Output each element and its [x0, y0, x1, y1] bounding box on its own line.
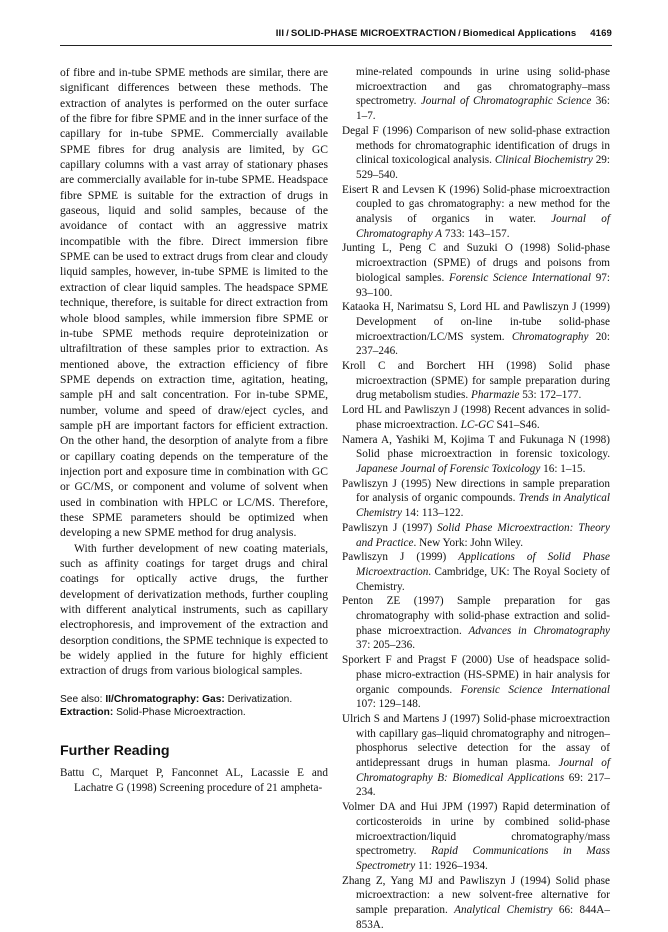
- reference-item: Eisert R and Levsen K (1996) Solid-phase microextraction coupled to gas chromatography: a new method for the analysis of organics in water. Journal of Chromatography A 733: 143–157.: [342, 183, 610, 240]
- journal-title: Journal of Chromatography B: Biomedical Applications: [356, 757, 610, 784]
- see-also-link-1-rest[interactable]: Derivatization.: [227, 693, 293, 705]
- reference-item: Volmer DA and Hui JPM (1997) Rapid determination of corticosteroids in urine by combined solid-phase microextraction/liquid chromatography/mass spectrometry. Rapid Communications in Mass Spectrometry 11: 1926–1934.: [342, 801, 610, 872]
- journal-title: Trends in Analytical Chemistry: [356, 492, 610, 520]
- reference-continuation: mine-related compounds in urine using solid-phase microextraction and gas chromatography–mass spectrometry. Journal of Chromatographic Science 36: 1–7.: [356, 66, 610, 123]
- see-also-link-1[interactable]: II/Chromatography: Gas:: [105, 693, 225, 705]
- reference-item: Pawliszyn J (1995) New directions in sample preparation for analysis of organic compounds. Trends in Analytical Chemistry 14: 113–122.: [342, 477, 610, 520]
- header-rule: [60, 45, 612, 46]
- journal-title: Clinical Biochemistry: [494, 154, 593, 167]
- running-head: III / SOLID-PHASE MICROEXTRACTION / Biomedical Applications 4169: [275, 28, 612, 39]
- right-column: [342, 65, 610, 932]
- see-also-link-2-rest[interactable]: Solid-Phase Microextraction.: [116, 707, 246, 719]
- journal-title: Journal of Chromatography A: [356, 213, 610, 240]
- journal-title: Forensic Science International: [449, 271, 591, 284]
- journal-title: LC-GC: [460, 418, 494, 431]
- left-column: [60, 65, 328, 795]
- reference-item: Pawliszyn J (1997) Solid Phase Microextraction: Theory and Practice. New York: John Wiley.: [342, 521, 610, 549]
- journal-title: Japanese Journal of Forensic Toxicology: [356, 462, 541, 475]
- reference-item: Kroll C and Borchert HH (1998) Solid phase microextraction (SPME) for sample preparation during drug metabolism studies. Pharmazie 53: 172–177.: [342, 360, 610, 402]
- reference-item: Penton ZE (1997) Sample preparation for gas chromatography with solid-phase extraction and solid-phase microextraction. Advances in Chromatography 37: 205–236.: [342, 595, 610, 652]
- journal-title: Rapid Communications in Mass Spectrometry: [356, 845, 610, 872]
- reference-item: Pawliszyn J (1999) Applications of Solid Phase Microextraction. Cambridge, UK: The Royal Society of Chemistry.: [342, 551, 610, 593]
- reference-item: Kataoka H, Narimatsu S, Lord HL and Pawliszyn J (1999) Development of on-line in-tube solid-phase microextraction/LC/MS system. Chromatography 20: 237–246.: [342, 301, 610, 358]
- reference-item: Sporkert F and Pragst F (2000) Use of headspace solid-phase micro-extraction (HS-SPME) in hair analysis for organic compounds. Forensic Science International 107: 129–148.: [342, 654, 610, 711]
- topic-title: SOLID-PHASE MICROEXTRACTION: [290, 28, 457, 39]
- reference-item: Lord HL and Pawliszyn J (1998) Recent advances in solid-phase microextraction. LC-GC S41–S46.: [342, 404, 610, 431]
- see-also-label: See also:: [60, 693, 103, 705]
- journal-title: Solid Phase Microextraction: Theory and Practice: [356, 521, 610, 549]
- further-reading-heading: Further Reading: [60, 742, 170, 759]
- reference-item: Battu C, Marquet P, Fanconnet AL, Lacassie E and Lachatre G (1998) Screening procedure of 21 ampheta-: [60, 766, 328, 794]
- see-also-link-2[interactable]: Extraction:: [60, 707, 114, 719]
- body-paragraph-1: of fibre and in-tube SPME methods are similar, there are significant differences between these methods. The extraction of analytes is performed on the outer surface of the fibre for fibre SPME and in the inner surface of the capillary for in-tube SPME. Commercially available SPME fibres for drug analysis are limited, by GC capillary columns with a vast array of stationary phases are commercially available for in-tube SPME. Headspace fibre SPME is suitable for the extraction of drugs in gaseous, liquid and solid samples, because of the avoidance of contact with an aggressive matrix incompatible with the fibre. Direct immersion fibre SPME can be used to extract drugs from clear and cloudy liquid samples, however, in-tube SPME is limited to the extraction of clear liquid samples. The headspace SPME technique, therefore, is suitable for direct extraction from whole blood samples, while immersion fibre SPME or in-tube SPME methods require deproteinization or ultrafiltration of these samples prior to extraction. As mentioned above, the extraction efficiency of fibre SPME depends on extraction time, agitation, heating, sample pH and salt concentration. For in-tube SPME, number, volume and speed of draw/eject cycles, and sample pH are important factors for efficient extraction. On the other hand, the desorption of analyte from a fibre or capillary coating depends on the temperature of the injection port and exposure time in combination with GC or GC/MS, or component and volume of solvent when used in combination with HPLC or LC/MS. Therefore, these SPME parameters should be optimized when developing a new SPME method for drug analysis.: [60, 66, 328, 540]
- see-also: [60, 693, 328, 720]
- reference-item: Degal F (1996) Comparison of new solid-phase extraction methods for chromatographic identification of drugs in clinical toxicological analysis. Clinical Biochemistry 29: 529–540.: [342, 124, 610, 181]
- body-paragraph-2: With further development of new coating materials, such as affinity coatings for target drugs and chiral coatings for optically active drugs, the further development of derivatization methods, further coupling with different analytical instruments, such as capillary electrophoresis, and improvement of the extraction and desorption conditions, the SPME technique is expected to be widely applied in the future for highly efficient extraction of drugs from various biological samples.: [60, 541, 328, 678]
- journal-title: Applications of Solid Phase Microextraction: [356, 551, 610, 578]
- reference-item: Zhang Z, Yang MJ and Pawliszyn J (1994) Solid phase microextraction: a new solvent-free alternative for sample preparation. Analytical Chemistry 66: 844A–853A.: [342, 874, 610, 931]
- page-number: 4169: [590, 28, 612, 39]
- section-number: III: [275, 28, 285, 39]
- reference-item: Namera A, Yashiki M, Kojima T and Fukunaga N (1998) Solid phase microextraction in forensic toxicology. Japanese Journal of Forensic Toxicology 16: 1–15.: [342, 433, 610, 475]
- journal-title: Journal of Chromatographic Science: [420, 95, 592, 108]
- subtopic-title: Biomedical Applications: [462, 28, 577, 39]
- reference-item: Junting L, Peng C and Suzuki O (1998) Solid-phase microextraction (SPME) of drugs and poisons from biological samples. Forensic Science International 97: 93–100.: [342, 242, 610, 299]
- journal-title: Chromatography: [511, 330, 589, 343]
- journal-title: Analytical Chemistry: [454, 904, 553, 917]
- journal-title: Pharmazie: [470, 389, 520, 402]
- reference-list: [342, 124, 610, 932]
- journal-title: Advances in Chromatography: [468, 624, 610, 637]
- reference-item: Ulrich S and Martens J (1997) Solid-phase microextraction with capillary gas–liquid chromatography and nitrogen–phosphorus selective detection for the assay of antidepressant drugs in human plasma. Journal of Chromatography B: Biomedical Applications 69: 217–234.: [342, 712, 610, 799]
- journal-title: Forensic Science International: [460, 683, 610, 696]
